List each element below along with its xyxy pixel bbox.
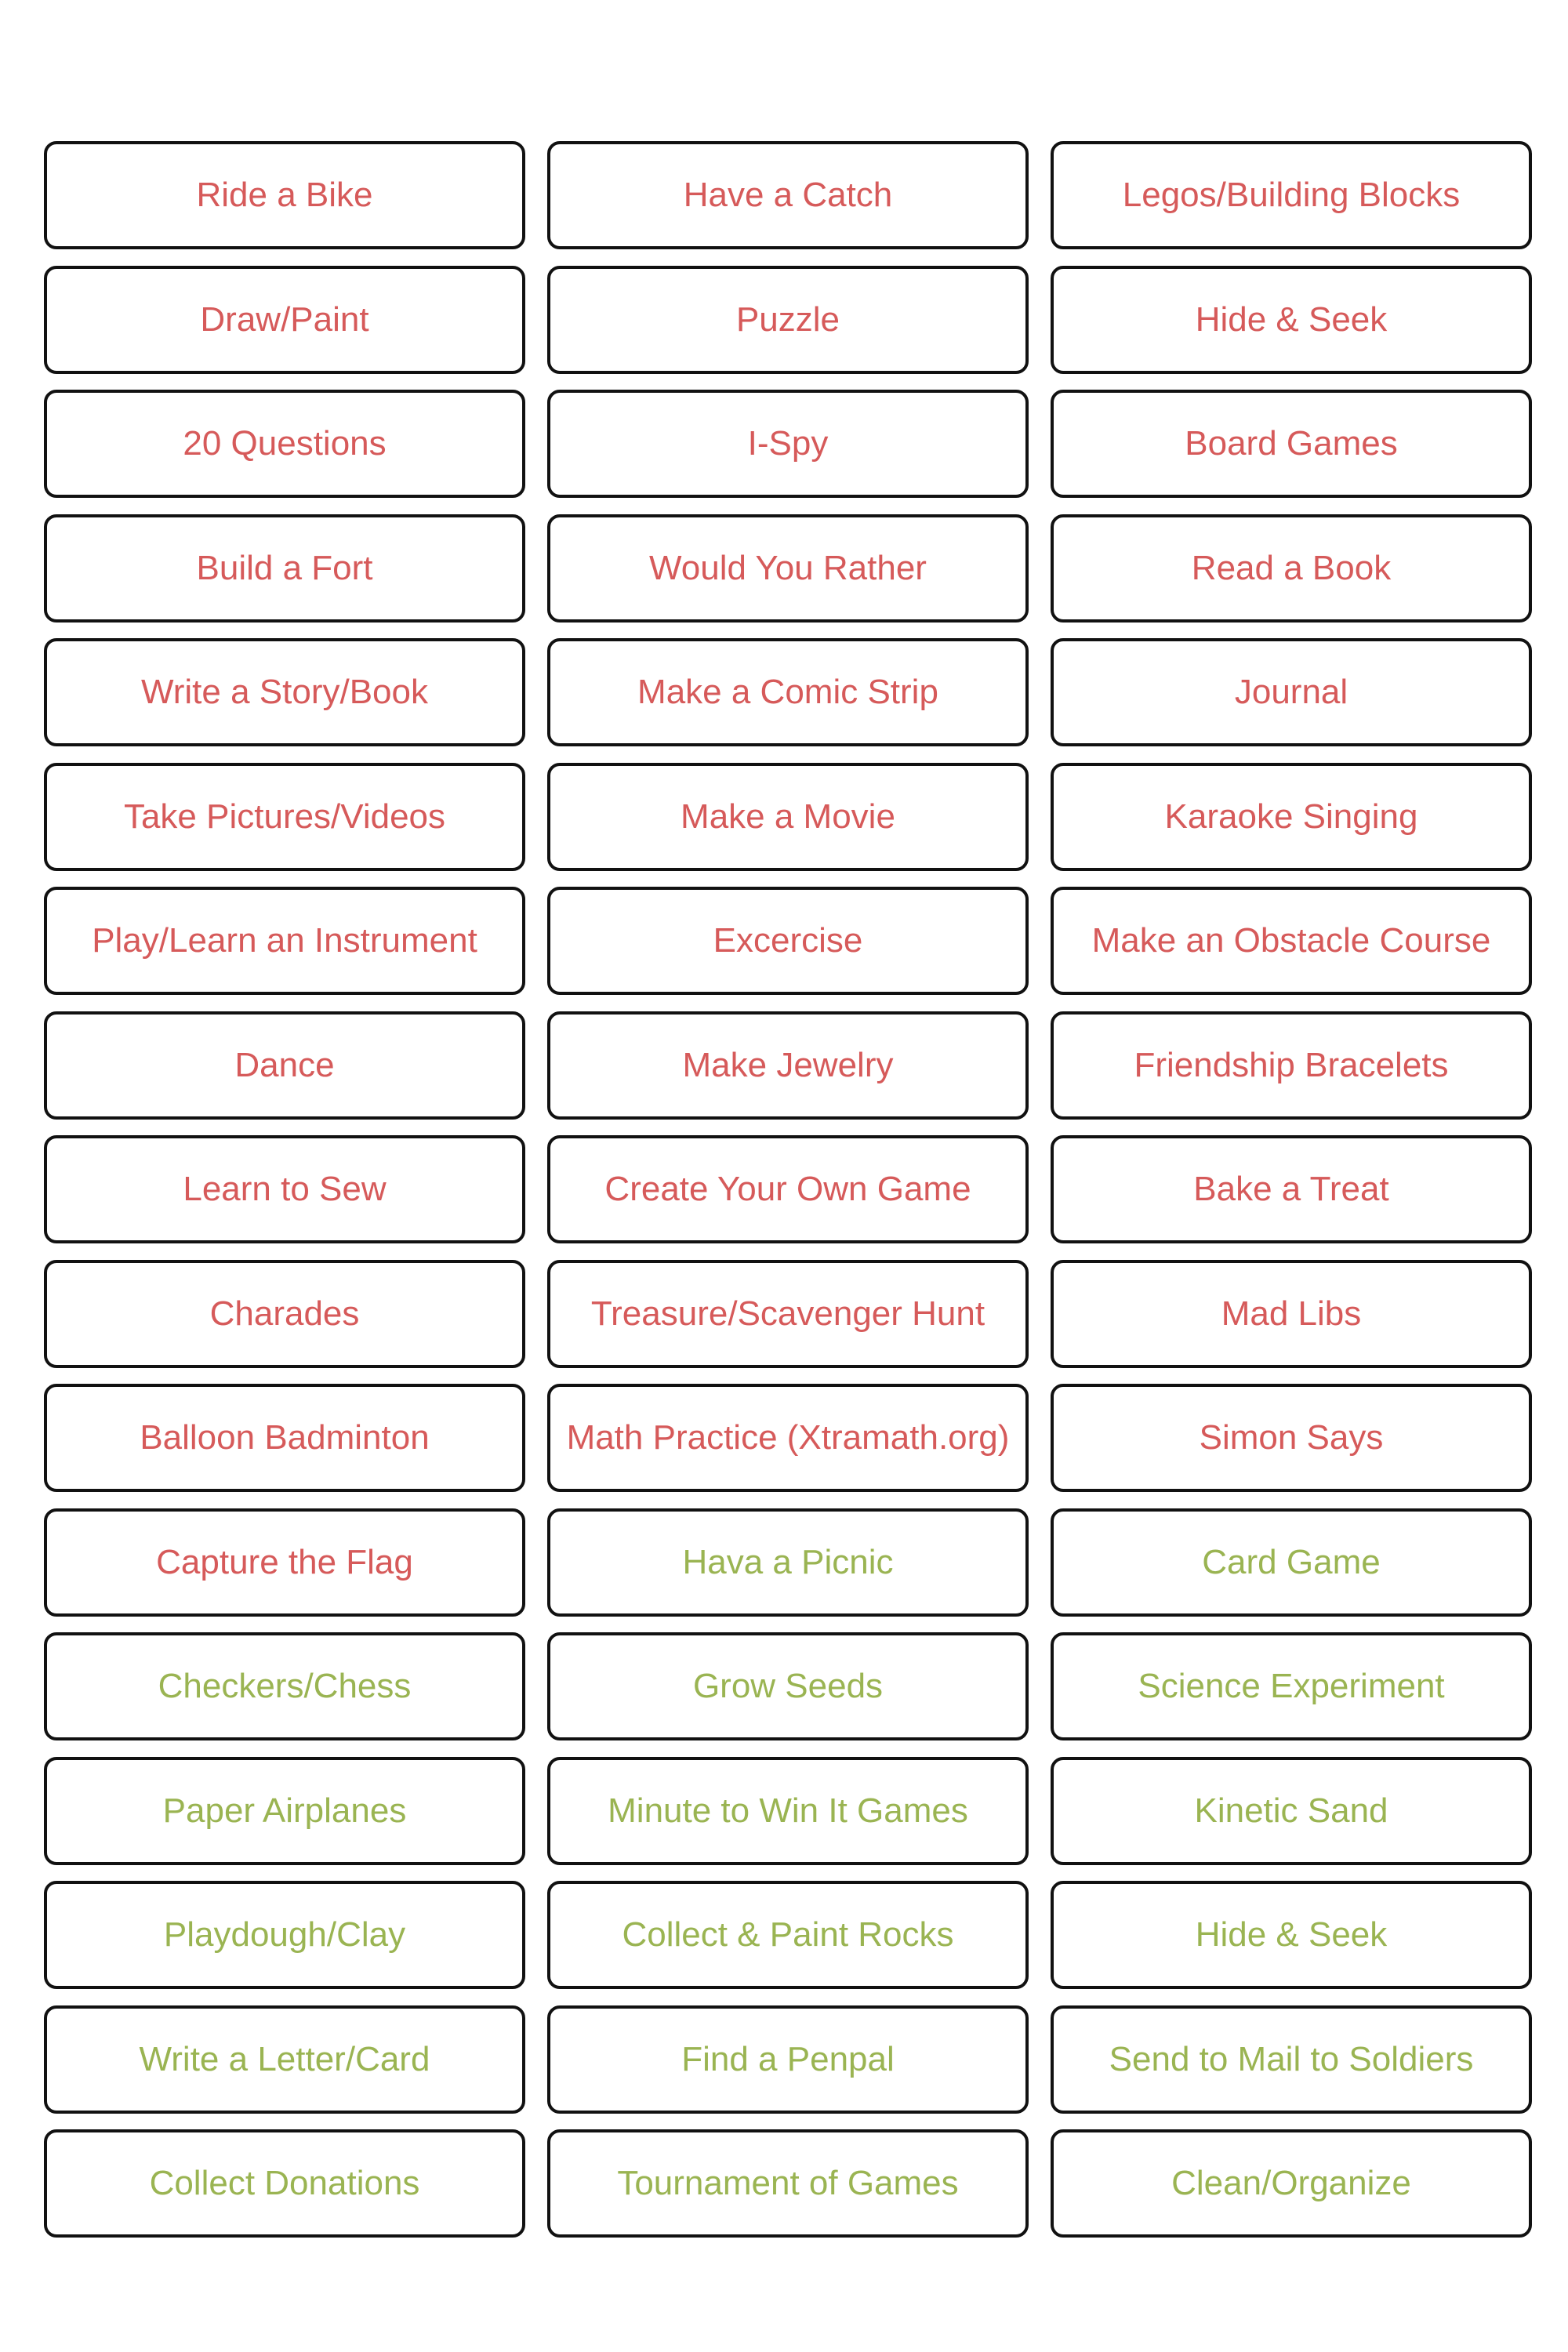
activity-card[interactable] [547,1757,1029,1865]
activity-card-label: Learn to Sew [183,1170,387,1208]
activity-card[interactable] [1051,638,1532,746]
activity-card-label: Paper Airplanes [162,1791,407,1830]
activity-card-label: Journal [1234,673,1348,711]
activity-card-label: Send to Mail to Soldiers [1109,2040,1474,2078]
activity-card[interactable] [44,2005,525,2114]
activity-card[interactable] [44,1260,525,1368]
activity-card-label: Ride a Bike [196,176,373,214]
activity-card-label: Draw/Paint [200,300,369,339]
activity-card[interactable] [44,638,525,746]
activity-card-label: Kinetic Sand [1194,1791,1388,1830]
activity-card[interactable] [547,887,1029,995]
activity-card[interactable] [1051,266,1532,374]
activity-card[interactable] [44,763,525,871]
activity-card[interactable] [547,1011,1029,1120]
activity-card[interactable] [1051,1757,1532,1865]
activity-card[interactable] [547,1632,1029,1740]
activity-card[interactable] [1051,1260,1532,1368]
activity-card[interactable] [547,266,1029,374]
activity-card-label: Science Experiment [1138,1667,1445,1705]
activity-card-label: Hava a Picnic [682,1543,894,1581]
activity-card-label: Play/Learn an Instrument [92,921,477,960]
activity-card-label: Would You Rather [649,549,927,587]
activity-card-label: Make a Comic Strip [637,673,938,711]
activity-card-label: Checkers/Chess [158,1667,412,1705]
activity-card-label: Treasure/Scavenger Hunt [590,1294,985,1333]
activity-card[interactable] [547,514,1029,622]
activity-card[interactable] [547,1384,1029,1492]
activity-card[interactable] [1051,1508,1532,1617]
activity-card[interactable] [44,1011,525,1120]
activity-card-label: Find a Penpal [681,2040,895,2078]
activity-card[interactable] [1051,763,1532,871]
activity-card[interactable] [44,141,525,249]
activity-card-label: Math Practice (Xtramath.org) [566,1418,1010,1457]
activity-card-label: 20 Questions [183,424,387,463]
activity-card-label: Simon Says [1199,1418,1384,1457]
activity-card[interactable] [1051,2005,1532,2114]
activity-card-label: Playdough/Clay [163,1915,406,1954]
activity-card[interactable] [547,1135,1029,1243]
activity-card-label: Make a Movie [681,797,895,836]
activity-card-label: Minute to Win It Games [608,1791,968,1830]
activity-card[interactable] [547,638,1029,746]
activity-card[interactable] [1051,514,1532,622]
activity-card[interactable] [1051,1384,1532,1492]
activity-card[interactable] [547,1881,1029,1989]
activity-card[interactable] [1051,141,1532,249]
activity-card-label: Puzzle [735,300,840,339]
activity-card[interactable] [1051,1632,1532,1740]
activity-card-label: Dance [234,1046,335,1084]
activity-card-label: Build a Fort [196,549,373,587]
activity-card-label: Hide & Seek [1195,1915,1388,1954]
activity-card-label: Create Your Own Game [604,1170,971,1208]
activity-card[interactable] [547,2005,1029,2114]
activity-card-label: Collect Donations [149,2164,420,2202]
activity-card[interactable] [1051,1011,1532,1120]
activity-card-label: Mad Libs [1221,1294,1362,1333]
activity-card-label: Excercise [713,921,863,960]
activity-card-label: Board Games [1185,424,1398,463]
activity-card[interactable] [44,1384,525,1492]
activity-card-label: Take Pictures/Videos [123,797,446,836]
activity-card[interactable] [1051,1881,1532,1989]
activity-card[interactable] [44,390,525,498]
activity-card-label: Write a Letter/Card [139,2040,430,2078]
activity-card-label: Tournament of Games [617,2164,959,2202]
activity-card-label: Make an Obstacle Course [1091,921,1491,960]
activity-card-label: Clean/Organize [1171,2164,1411,2202]
activity-card-label: I-Spy [747,424,829,463]
activity-card[interactable] [547,390,1029,498]
activity-card-label: Balloon Badminton [140,1418,430,1457]
activity-card-label: Card Game [1202,1543,1381,1581]
activity-card-label: Grow Seeds [692,1667,884,1705]
activity-card[interactable] [1051,1135,1532,1243]
activity-card-label: Capture the Flag [156,1543,413,1581]
activity-card-label: Write a Story/Book [141,673,428,711]
activity-card[interactable] [44,266,525,374]
activity-card[interactable] [44,887,525,995]
activity-card-label: Charades [209,1294,360,1333]
activity-card[interactable] [44,1757,525,1865]
activity-card-label: Hide & Seek [1195,300,1388,339]
activity-card[interactable] [44,1508,525,1617]
activity-card[interactable] [547,763,1029,871]
activity-card[interactable] [44,1632,525,1740]
activity-card[interactable] [1051,390,1532,498]
activity-card-label: Legos/Building Blocks [1122,176,1461,214]
activity-card-label: Read a Book [1191,549,1392,587]
activity-card[interactable] [1051,887,1532,995]
activity-card-label: Karaoke Singing [1164,797,1418,836]
activity-card-label: Have a Catch [683,176,893,214]
activity-card[interactable] [44,1135,525,1243]
activity-card-label: Bake a Treat [1193,1170,1389,1208]
activity-card[interactable] [547,2129,1029,2238]
activity-card-label: Make Jewelry [682,1046,894,1084]
activity-card-label: Collect & Paint Rocks [622,1915,954,1954]
activity-card[interactable] [1051,2129,1532,2238]
activity-card[interactable] [547,1508,1029,1617]
activity-card[interactable] [44,1881,525,1989]
activity-card-label: Friendship Bracelets [1134,1046,1449,1084]
activity-card[interactable] [547,1260,1029,1368]
activity-card[interactable] [44,2129,525,2238]
activity-card[interactable] [547,141,1029,249]
activity-card[interactable] [44,514,525,622]
